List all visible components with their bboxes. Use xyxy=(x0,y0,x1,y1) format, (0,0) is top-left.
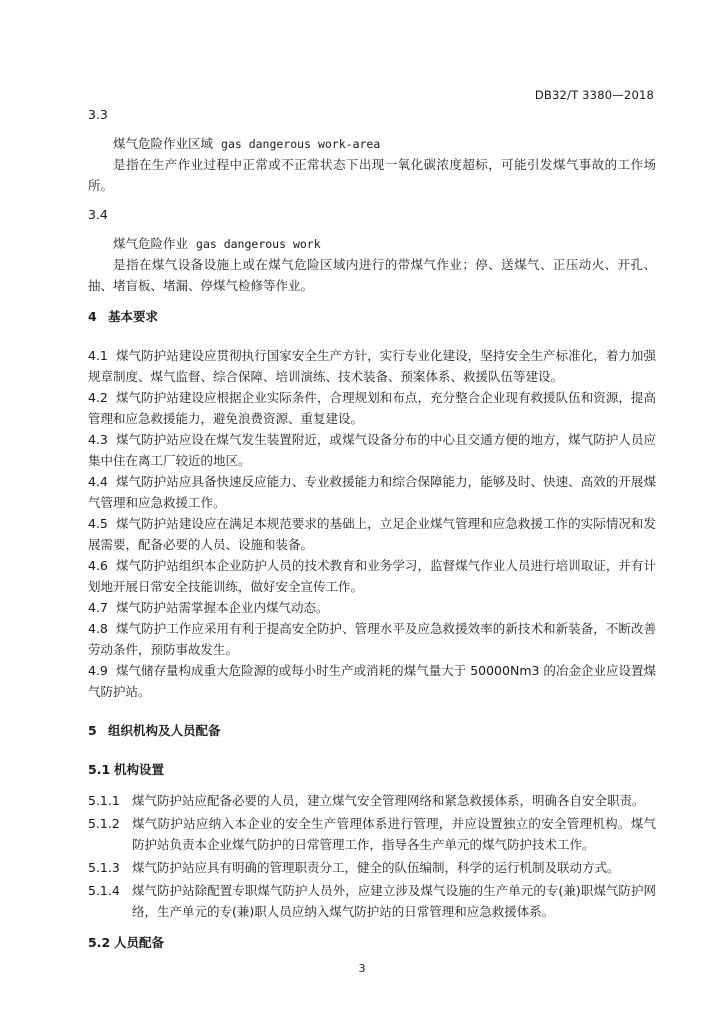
subclause xyxy=(88,880,656,922)
clause-number: 4.2 xyxy=(88,390,108,405)
term-title xyxy=(88,133,656,154)
subclause-number: 5.1.1 xyxy=(88,793,120,808)
clause-text: 煤气防护站建设应贯彻执行国家安全生产方针，实行专业化建设，坚持安全生产标准化，着力加强规章制度、煤气监督、综合保障、培训演练、技术装备、预案体系、救援队伍等建设。 xyxy=(88,348,656,384)
clause xyxy=(88,597,656,618)
clause-text: 煤气防护工作应采用有利于提高安全防护、管理水平及应急救援效率的新技术和新装备，不断改善劳动条件，预防事故发生。 xyxy=(88,621,656,657)
clause-text: 煤气防护站应设在煤气发生装置附近，或煤气设备分布的中心且交通方便的地方，煤气防护人员应集中住在离工厂较近的地区。 xyxy=(88,432,656,468)
clause-text: 煤气防护站建设应根据企业实际条件，合理规划和布点，充分整合企业现有救援队伍和资源，提高管理和应急救援能力，避免浪费资源、重复建设。 xyxy=(88,390,656,426)
clause xyxy=(88,345,656,387)
term-title-cn: 煤气危险作业区域 xyxy=(113,136,214,151)
subclause-text: 煤气防护站除配置专职煤气防护人员外，应建立涉及煤气设施的生产单元的专(兼)职煤气防护网络，生产单元的专(兼)职人员应纳入煤气防护站的日常管理和应急救援体系。 xyxy=(132,883,656,919)
subclause xyxy=(88,857,656,878)
section-heading xyxy=(88,759,656,780)
term-definition: 是指在生产作业过程中正常或不正常状态下出现一氧化碳浓度超标，可能引发煤气事故的工作场所。 xyxy=(88,157,656,193)
clause xyxy=(88,555,656,597)
chapter-number: 5 xyxy=(88,723,97,738)
clause-number: 4.9 xyxy=(88,663,108,678)
clause-number: 4.4 xyxy=(88,474,108,489)
subclause-number: 5.1.3 xyxy=(88,860,120,875)
section-heading xyxy=(88,932,656,953)
subclause-text: 煤气防护站应纳入本企业的安全生产管理体系进行管理，并应设置独立的安全管理机构。煤气防护站负责本企业煤气防护的日常管理工作，指导各生产单元的煤气防护技术工作。 xyxy=(132,816,656,852)
clause-number: 4.5 xyxy=(88,516,108,531)
page-number: 3 xyxy=(358,962,366,975)
subclause-number: 5.1.2 xyxy=(88,816,120,831)
page-content xyxy=(88,104,656,963)
clause-number: 4.8 xyxy=(88,621,108,636)
clause-number: 4.7 xyxy=(88,600,108,615)
chapter-title: 基本要求 xyxy=(108,309,159,324)
clause xyxy=(88,387,656,429)
clause xyxy=(88,618,656,660)
term-title xyxy=(88,233,656,254)
subclause xyxy=(88,813,656,855)
clause-number: 4.1 xyxy=(88,348,108,363)
term-number: 3.3 xyxy=(88,107,108,122)
clause-text: 煤气防护站组织本企业防护人员的技术教育和业务学习，监督煤气作业人员进行培训取证，并有计划地开展日常安全技能训练，做好安全宣传工作。 xyxy=(88,558,656,594)
subclause-number: 5.1.4 xyxy=(88,883,120,898)
standard-code: DB32/T 3380—2018 xyxy=(534,88,654,102)
clause xyxy=(88,471,656,513)
clause xyxy=(88,429,656,471)
clause xyxy=(88,660,656,702)
section-title: 人员配备 xyxy=(114,935,165,950)
chapter-heading xyxy=(88,306,656,327)
clause xyxy=(88,513,656,555)
clause-text: 煤气防护站需掌握本企业内煤气动态。 xyxy=(116,600,329,615)
subclause-text: 煤气防护站应配备必要的人员，建立煤气安全管理网络和紧急救援体系，明确各自安全职责。 xyxy=(132,793,645,808)
term-definition: 是指在煤气设备设施上或在煤气危险区域内进行的带煤气作业；停、送煤气、正压动火、开孔、抽、堵盲板、堵漏、停煤气检修等作业。 xyxy=(88,257,656,293)
term-title-en: gas dangerous work-area xyxy=(221,137,381,151)
term-title-cn: 煤气危险作业 xyxy=(113,236,189,251)
section-number: 5.2 xyxy=(88,935,111,950)
chapter-number: 4 xyxy=(88,309,97,324)
section-title: 机构设置 xyxy=(114,762,165,777)
term-number: 3.4 xyxy=(88,207,108,222)
clause-text: 煤气防护站应具备快速反应能力、专业救援能力和综合保障能力，能够及时、快速、高效的开展煤气管理和应急救援工作。 xyxy=(88,474,656,510)
clause-number: 4.3 xyxy=(88,432,108,447)
chapter-heading xyxy=(88,720,656,741)
clause-text: 煤气防护站建设应在满足本规范要求的基础上，立足企业煤气管理和应急救援工作的实际情况和发展需要，配备必要的人员、设施和装备。 xyxy=(88,516,656,552)
chapter-title: 组织机构及人员配备 xyxy=(108,723,221,738)
clause-text: 煤气储存量构成重大危险源的或每小时生产或消耗的煤气量大于 50000Nm3 的冶金企业应设置煤气防护站。 xyxy=(88,663,656,699)
clause-number: 4.6 xyxy=(88,558,108,573)
subclause-text: 煤气防护站应具有明确的管理职责分工，健全的队伍编制，科学的运行机制及联动方式。 xyxy=(132,860,620,875)
subclause xyxy=(88,790,656,811)
section-number: 5.1 xyxy=(88,762,111,777)
term-title-en: gas dangerous work xyxy=(196,237,321,251)
